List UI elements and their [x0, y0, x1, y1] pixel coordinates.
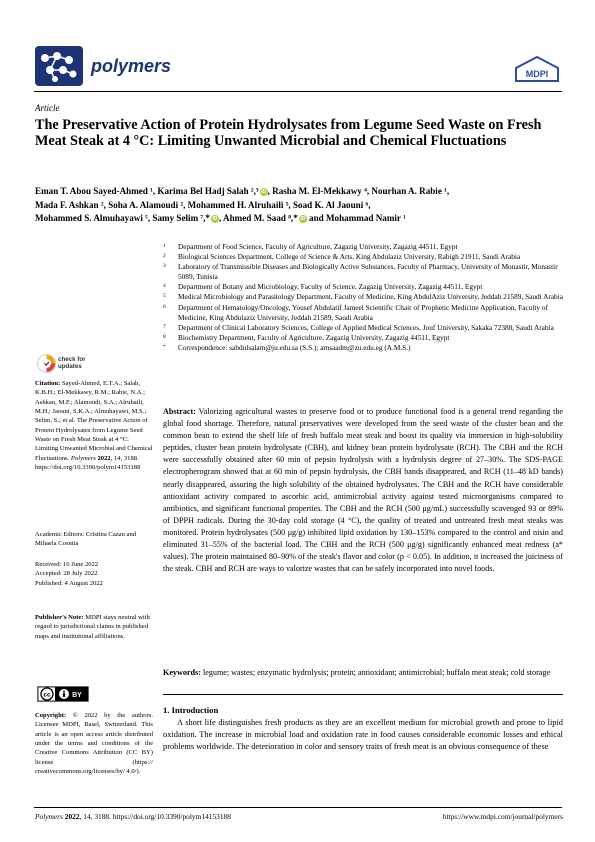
copyright-label: Copyright: [35, 712, 67, 719]
cc-by-license-icon[interactable] [37, 686, 89, 702]
affiliation-text: Biochemistry Department, Faculty of Agriculture, Zagazig University, Zagazig 44511, Egypt [178, 332, 450, 342]
check-for-updates-button[interactable] [37, 354, 97, 376]
dates-block [35, 560, 153, 588]
header-rule [34, 91, 562, 92]
abstract-text: Valorizing agricultural wastes to preserve food or to produce functional food is a general trend regarding the global food shortage. Therefore, natural preservatives were developed from the seed waste of the cluster bean and the common bean to extend the shelf life of fresh buffalo meat steak and boost its quality via immersion in high-solubility peptides, cluster bean protein hydrolysate (CBH), and kidney bean protein hydrolysate (RCH). The CBH and the RCH were successfully obtained after 60 min of pepsin hydrolysis with a hydrolysis degree of 27–30%. The SDS-PAGE electropherogram showed that at 60 min of pepsin hydrolysis, the CBH bands disappeared, and RCH (11–48 kD bands) nearly disappeared, assuring the high solubility of the obtained hydrolysates. The CBH and the RCH have considerable antioxidant activity compared to ascorbic acid, antimicrobial activity against tested microorganisms compared to antibiotics, and significant functional properties. The CBH and the RCH (500 μg/mL) successfully scavenged 93 or 89% of DPPH radicals. During the 30-day cold storage (4 °C), the quality of treated and untreated fresh meat steaks was monitored. Protein hydrolysates (500 μg/g) inhibited lipid oxidation by 130–153% compared to the control and nisin and eliminated 31–55% of the bacterial load. The CBH and the RCH (500 μg/g) significantly enhanced meat redness (a* values). The protein maintained 80–90% of the steak's flavor and color (p < 0.05). In addition, it increased the juiciness of the steak. CBH and RCH are ways to valorize wastes that can be safely incorporated into novel foods. [163, 407, 563, 574]
affiliation [163, 242, 563, 252]
affiliation-number: 7 [163, 323, 166, 330]
section-rule [163, 694, 563, 695]
affiliation-text: Department of Botany and Microbiology, Faculty of Science, Zagazig University, Zagazig 44511, Egypt [178, 282, 483, 292]
mdpi-logo-icon [514, 56, 560, 82]
affiliation-number: 6 [163, 303, 166, 310]
affiliation [163, 303, 563, 323]
article-title: The Preservative Action of Protein Hydrolysates from Legume Seed Waste on Fresh Meat Steak at 4 °C: Limiting Unwanted Microbial and Chemical Fluctuations [35, 117, 542, 149]
svg-text:BY: BY [72, 692, 82, 699]
abstract-label: Abstract: [163, 407, 196, 416]
orcid-icon[interactable]: iD [261, 189, 267, 195]
affiliation [163, 282, 563, 292]
affiliation [163, 292, 563, 302]
accepted-date: Accepted: 28 July 2022 [35, 570, 98, 578]
journal-name: polymers [91, 56, 172, 76]
check-for-updates-label: check for updates [58, 356, 86, 370]
affiliation-text: Laboratory of Transmissible Diseases and Biologically Active Substances, Faculty of Pharmacy, University of Monastir, Monastir 5089, Tunisia [178, 262, 558, 282]
authors-line-1a: Eman T. Abou Sayed-Ahmed ¹, Karima Bel Hadj Salah ²,³ [35, 186, 259, 196]
affiliation-number: 5 [163, 293, 166, 300]
authors-line-3b: , Ahmed M. Saad ⁸,* [218, 213, 298, 224]
citation-doi[interactable]: , 14, 3188. https://doi.org/10.3390/polym14153188 [35, 454, 141, 472]
affiliation-number: 4 [163, 283, 166, 290]
affiliation-number: * [163, 343, 166, 350]
affiliation-text: Department of Hematology/Oncology, Yousef Abdulatif Jameel Scientific Chair of Prophetic Medicine Application, Faculty of Medicine, King Abdulaziz University, Jeddah 21589, Saudi Arabia [178, 302, 548, 322]
section-heading: 1. Introduction [163, 705, 219, 715]
authors-line-3a: Mohammed S. Almuhayawi ⁵, Samy Selim ⁷,* [35, 213, 210, 224]
footer-year: 2022 [64, 812, 80, 821]
affiliation-text: Medical Microbiology and Parasitology Department, Faculty of Medicine, King AbdulAziz University, Jeddah 21589, Saudi Arabia [178, 292, 563, 302]
affiliation-number: 3 [163, 263, 166, 270]
authors-line-1b: , Rasha M. El-Mekkawy ⁴, Nourhan A. Rabie ¹, [267, 186, 450, 196]
publisher-note-label: Publisher's Note: [35, 614, 84, 621]
orcid-icon[interactable]: iD [212, 216, 218, 223]
author-list [35, 185, 563, 226]
svg-text:cc: cc [43, 691, 51, 699]
affiliation-number: 1 [163, 243, 166, 249]
check-for-updates-icon [37, 354, 56, 373]
keywords [163, 667, 563, 679]
footer-doi[interactable]: , 14, 3188. https://doi.org/10.3390/polym14153188 [79, 812, 231, 821]
footer [35, 812, 563, 821]
affiliation-text: Department of Clinical Laboratory Sciences, College of Applied Medical Sciences, Jouf University, Sakaka 72388, Saudi Arabia [178, 322, 554, 332]
correspondence [163, 343, 563, 353]
intro-paragraph: A short life distinguishes fresh products as they are an excellent medium for microbial growth and prone to lipid oxidation. The increase in microbial load and oxidation rate in food causes considerable economic losses and ethical problems worldwide. The deterioration in color and sensory traits of fresh meat is an obvious consequence of these [163, 718, 563, 752]
footer-journal: Polymers [35, 812, 63, 821]
affiliation [163, 262, 563, 282]
keywords-label: Keywords: [163, 668, 201, 677]
affiliation-number: 2 [163, 253, 166, 260]
affiliation [163, 333, 563, 343]
citation-journal: Polymers [70, 454, 96, 462]
footer-url[interactable]: https://www.mdpi.com/journal/polymers [442, 812, 563, 821]
orcid-icon[interactable]: iD [300, 216, 306, 223]
affiliation-text: Department of Food Science, Faculty of Agriculture, Zagazig University, Zagazig 44511, Egypt [178, 242, 458, 251]
affiliation-text: Correspondence: sabdulsalam@ju.edu.sa (S.S.); amsaadm@zu.edu.eg (A.M.S.) [178, 342, 411, 352]
publisher-note [35, 613, 153, 641]
abstract [163, 406, 563, 575]
affiliations [163, 242, 563, 353]
citation-year: 2022 [97, 454, 111, 462]
academic-editors: Academic Editors: Cristina Cazan and Mihaela Cosnita [35, 531, 137, 548]
footer-rule [34, 807, 562, 808]
copyright-block [35, 711, 153, 776]
affiliation-text: Biological Sciences Department, College of Science & Arts, King Abdulaziz University, Rabigh 21911, Saudi Arabia [178, 252, 521, 262]
affiliation [163, 323, 563, 333]
affiliation-number: 8 [163, 333, 166, 340]
citation-label: Citation: [35, 380, 61, 387]
affiliation [163, 252, 563, 262]
mdpi-logo-text: MDPI [525, 69, 549, 79]
authors-line-2: Mada F. Ashkan ², Soha A. Alamoudi ², Mohammed H. Alruhaili ⁵, Soad K. Al Jaouni ⁶, [35, 199, 371, 210]
polymers-logo-icon [35, 46, 83, 86]
citation-text: Sayed-Ahmed, E.T.A.; Salah, K.B.H.; El-Mekkawy, R.M.; Rabie, N.A.; Ashkan, M.F.; Alamoudi, S.A.; Alruhaili, M.H.; Jaouni, S.K.A.; Almuhayawi, M.S.; Selim, S.; et al. The Preservative Action of Protein Hydrolysates from Legume Seed Waste on Fresh Meat Steak at 4 °C: Limiting Unwanted Microbial and Chemical Fluctuations. [35, 380, 153, 462]
received-date: Received: 16 June 2022 [35, 561, 99, 568]
published-date: Published: 4 August 2022 [35, 579, 103, 587]
copyright-text: © 2022 by the authors. Licensee MDPI, Basel, Switzerland. This article is an open access article distributed under the terms and conditions of the Creative Commons Attribution (CC BY) license (https:// creativecommons.org/licenses/by/ 4.0/). [35, 712, 153, 776]
citation-block [35, 379, 153, 472]
publisher-note-text: MDPI stays neutral with regard to jurisdictional claims in published maps and institutional affiliations. [35, 614, 150, 640]
authors-line-3c: and Mohammad Namir ¹ [306, 213, 406, 224]
article-type: Article [35, 103, 60, 113]
keywords-text: legume; wastes; enzymatic hydrolysis; protein; antioxidant; antimicrobial; buffalo meat steak; cold storage [202, 668, 551, 677]
